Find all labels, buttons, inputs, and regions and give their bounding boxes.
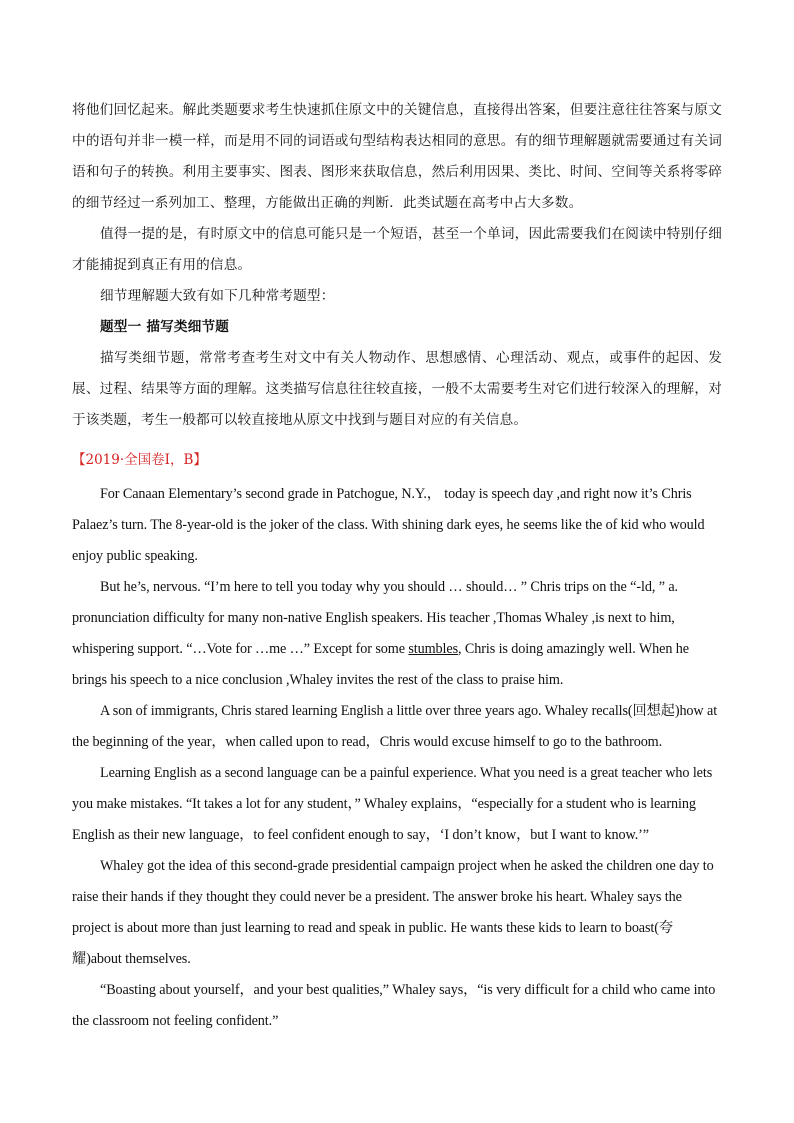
- source-label: 【2019·全国卷Ⅰ，B】: [72, 452, 207, 468]
- passage-paragraph: Whaley got the idea of this second-grade presidential campaign project when he asked the children one day to raise their hands if they thought they could never be a president. The answer broke his heart. Whaley says the project is about more than just learning to read and speak in public. He wants these kids to learn to boast(夸耀)about themselves.: [72, 858, 714, 967]
- passage-text: But he’s, nervous. “I’m here to tell you today why you should … should… ” Chris trips on the “-ld, ” a. pronunciation difficulty for many non-native English speakers. His teacher ,Thomas Whaley ,is next to him, whispering support. “…Vote for …me …” Except for some: [72, 579, 678, 657]
- passage-paragraph: A son of immigrants, Chris stared learning English a little over three years ago. Whaley recalls(回想起)how at the beginning of the year，when called upon to read，Chris would excuse himself to go to the bathroom.: [72, 703, 718, 750]
- passage-paragraph: For Canaan Elementary’s second grade in Patchogue, N.Y.， today is speech day ,and right now it’s Chris Palaez’s turn. The 8-year-old is the joker of the class. With shining dark eyes, he seems like the of kid who would enjoy public speaking.: [72, 486, 705, 564]
- document-page: [72, 95, 722, 1037]
- passage-text: , Chris is doing amazingly well. When he brings his speech to a nice conclusion ,Whaley invites the rest of the class to praise him.: [72, 641, 689, 688]
- intro-paragraph: 将他们回忆起来。解此类题要求考生快速抓住原文中的关键信息，直接得出答案，但要注意往往答案与原文中的语句并非一模一样，而是用不同的词语或句型结构表达相同的意思。有的细节理解题就需要通过有关词语和句子的转换。利用主要事实、图表、图形来获取信息，然后利用因果、类比、时间、空间等关系将零碎的细节经过一系列加工、整理，方能做出正确的判断．此类试题在高考中占大多数。: [72, 102, 722, 211]
- intro-paragraph: 细节理解题大致有如下几种常考题型：: [100, 288, 335, 304]
- passage-paragraph: [72, 572, 722, 696]
- passage-paragraph: “Boasting about yourself，and your best qualities,” Whaley says，“is very difficult for a child who came into the classroom not feeling confident.”: [72, 982, 716, 1029]
- underlined-word: stumbles: [408, 641, 458, 657]
- intro-paragraph: 值得一提的是，有时原文中的信息可能只是一个短语，甚至一个单词，因此需要我们在阅读中特别仔细才能捕捉到真正有用的信息。: [72, 226, 722, 273]
- section-heading: 题型一 描写类细节题: [100, 319, 230, 335]
- passage-paragraph: Learning English as a second language can be a painful experience. What you need is a great teacher who lets you make mistakes. “It takes a lot for any student，” Whaley explains，“especially for a student who is learning English as their new language，to feel confident enough to say，‘I don’t know，but I want to know.’”: [72, 765, 713, 843]
- section-body: 描写类细节题，常常考查考生对文中有关人物动作、思想感情、心理活动、观点，或事件的起因、发展、过程、结果等方面的理解。这类描写信息往往较直接，一般不太需要考生对它们进行较深入的理解，对于该类题，考生一般都可以较直接地从原文中找到与题目对应的有关信息。: [72, 350, 722, 428]
